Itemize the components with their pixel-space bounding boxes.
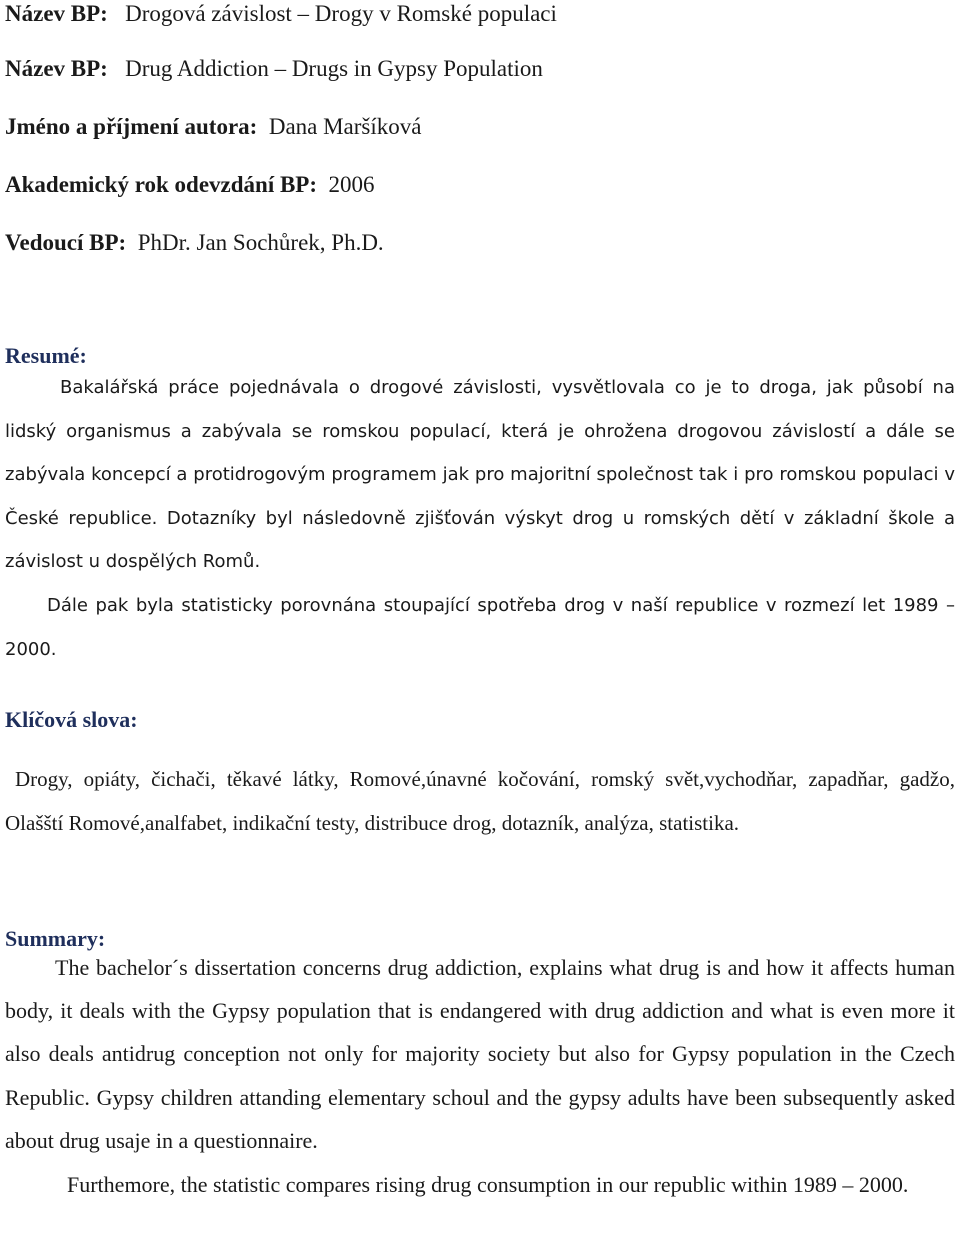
title-en-value: Drug Addiction – Drugs in Gypsy Population (125, 56, 543, 81)
title-cz-value: Drogová závislost – Drogy v Romské populaci (125, 1, 557, 26)
title-cz-line (5, 0, 557, 28)
resume-paragraph-1: Bakalářská práce pojednávala o drogové závislosti, vysvětlovala co je to droga, jak působí na lidský organismus a zabývala se romskou populací, která je ohrožena drogovou závislostí a dále se zabývala koncepcí a protidrogovým programem jak pro majoritní společnost tak i pro romskou populaci v České republice. Dotazníky byl následovně zjišťován výskyt drog u romských dětí v základní škole a závislost u dospělých Romů. (5, 377, 955, 573)
author-label: Jméno a příjmení autora: (5, 114, 258, 139)
year-line (5, 171, 375, 199)
resume-paragraph-2: Dále pak byla statisticky porovnána stoupající spotřeba drog v naší republice v rozmezí let 1989 – 2000. (5, 595, 955, 660)
title-cz-label: Název BP: (5, 1, 108, 26)
keywords-text: Drogy, opiáty, čichači, těkavé látky, Romové,únavné kočování, romský svět,vychodňar, zapadňar, gadžo, Olašští Romové,analfabet, indikační testy, distribuce drog, dotazník, analýza, statistika. (5, 767, 955, 835)
author-line (5, 113, 421, 141)
summary-paragraph-1: The bachelor´s dissertation concerns drug addiction, explains what drug is and how it affects human body, it deals with the Gypsy population that is endangered with drug addiction and what is even more it also deals antidrug conception not only for majority society but also for Gypsy population in the Czech Republic. Gypsy children attanding elementary schoul and the gypsy adults have been subsequently asked about drug usaje in a questionnaire. (5, 955, 955, 1153)
summary-heading: Summary: (5, 926, 106, 951)
resume-heading: Resumé: (5, 343, 87, 368)
summary-paragraph-2: Furthemore, the statistic compares rising drug consumption in our republic within 1989 – 2000. (67, 1172, 909, 1197)
supervisor-line (5, 229, 384, 257)
title-en-line (5, 55, 543, 83)
year-label: Akademický rok odevzdání BP: (5, 172, 318, 197)
keywords-heading: Klíčová slova: (5, 707, 138, 732)
author-value: Dana Maršíková (268, 114, 422, 139)
year-value: 2006 (328, 172, 375, 197)
title-en-label: Název BP: (5, 56, 108, 81)
supervisor-label: Vedoucí BP: (5, 230, 127, 255)
supervisor-value: PhDr. Jan Sochůrek, Ph.D. (137, 230, 384, 255)
